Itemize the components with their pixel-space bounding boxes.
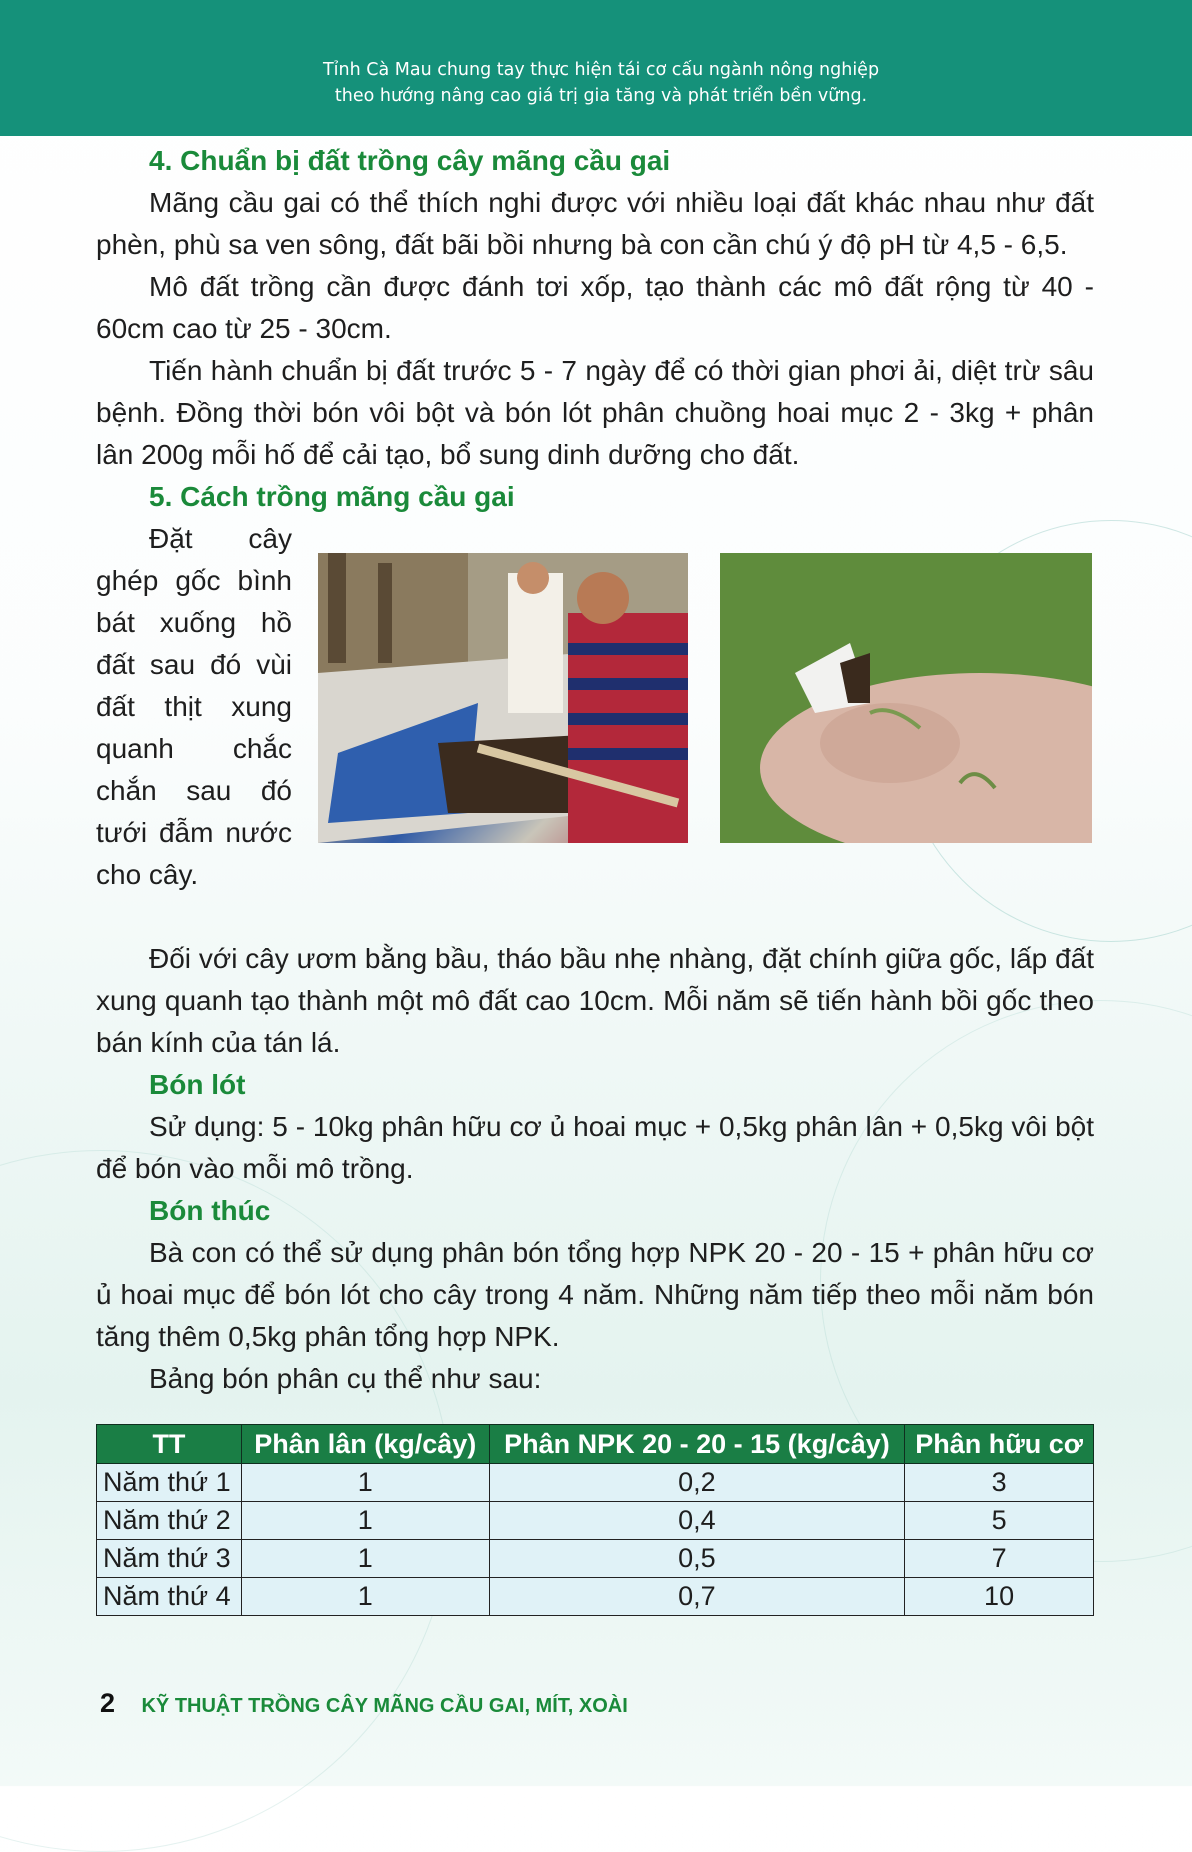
header-line-1: Tỉnh Cà Mau chung tay thực hiện tái cơ cấu ngành nông nghiệp [322,60,880,80]
table-row [97,1502,1094,1540]
table-cell: Năm thứ 2 [97,1502,242,1540]
table-cell: 0,2 [489,1464,905,1502]
table-row [97,1464,1094,1502]
section-5-heading: 5. Cách trồng mãng cầu gai [149,481,515,512]
photo-planting-mound-illustration [720,553,1092,843]
table-row [97,1540,1094,1578]
bon-lot-heading: Bón lót [149,1069,246,1100]
planting-block [96,518,1094,938]
table-cell: 1 [241,1578,489,1616]
table-cell: 10 [905,1578,1094,1616]
paragraph: Đối với cây ươm bằng bầu, tháo bầu nhẹ nhàng, đặt chính giữa gốc, lấp đất xung quanh tạo thành một mô đất cao 10cm. Mỗi năm sẽ tiến hành bồi gốc theo bán kính của tán lá. [96,943,1094,1058]
header-line-2: theo hướng nâng cao giá trị gia tăng và phát triển bền vững. [334,86,868,106]
table-header-cell: Phân NPK 20 - 20 - 15 (kg/cây) [489,1425,905,1464]
table-cell: 5 [905,1502,1094,1540]
table-cell: 0,7 [489,1578,905,1616]
paragraph: Mãng cầu gai có thể thích nghi được với nhiều loại đất khác nhau như đất phèn, phù sa ven sông, đất bãi bồi nhưng bà con cần chú ý độ pH từ 4,5 - 6,5. [96,187,1094,260]
table-row [97,1578,1094,1616]
paragraph: Tiến hành chuẩn bị đất trước 5 - 7 ngày để có thời gian phơi ải, diệt trừ sâu bệnh. Đồng thời bón vôi bột và bón lót phân chuồng hoai mục 2 - 3kg + phân lân 200g mỗi hố để cải tạo, bổ sung dinh dưỡng cho đất. [96,355,1094,470]
table-header-cell: Phân hữu cơ [905,1425,1094,1464]
table-cell: 7 [905,1540,1094,1578]
book-title: KỸ THUẬT TRỒNG CÂY MÃNG CẦU GAI, MÍT, XOÀI [141,1695,628,1717]
paragraph: Mô đất trồng cần được đánh tơi xốp, tạo thành các mô đất rộng từ 40 - 60cm cao từ 25 - 30cm. [96,271,1094,344]
photo-planting-mound [720,553,1092,843]
table-cell: 0,4 [489,1502,905,1540]
fertilizer-table [96,1424,1094,1616]
planting-text: Đặt cây ghép gốc bình bát xuống hồ đất sau đó vùi đất thịt xung quanh chắc chắn sau đó tưới đẫm nước cho cây. [96,523,292,890]
photo-soil-mixing-illustration [318,553,688,843]
bon-thuc-heading: Bón thúc [149,1195,271,1226]
section-4-heading: 4. Chuẩn bị đất trồng cây mãng cầu gai [149,145,671,176]
table-cell: 0,5 [489,1540,905,1578]
table-cell: Năm thứ 1 [97,1464,242,1502]
paragraph: Sử dụng: 5 - 10kg phân hữu cơ ủ hoai mục + 0,5kg phân lân + 0,5kg vôi bột để bón vào mỗi mô trồng. [96,1111,1094,1184]
table-header-cell: TT [97,1425,242,1464]
table-cell: 1 [241,1540,489,1578]
page-footer [100,1688,628,1719]
table-header-cell: Phân lân (kg/cây) [241,1425,489,1464]
table-cell: Năm thứ 4 [97,1578,242,1616]
table-intro: Bảng bón phân cụ thể như sau: [149,1363,542,1394]
table-cell: 1 [241,1502,489,1540]
page-header [0,0,1192,136]
page-number: 2 [100,1688,116,1718]
photo-soil-mixing [318,553,688,843]
main-content [96,140,1094,1400]
table-cell: 3 [905,1464,1094,1502]
table-cell: Năm thứ 3 [97,1540,242,1578]
table-header-row [97,1425,1094,1464]
table-cell: 1 [241,1464,489,1502]
paragraph: Bà con có thể sử dụng phân bón tổng hợp NPK 20 - 20 - 15 + phân hữu cơ ủ hoai mục để bón lót cho cây trong 4 năm. Những năm tiếp theo mỗi năm bón tăng thêm 0,5kg phân tổng hợp NPK. [96,1237,1094,1352]
